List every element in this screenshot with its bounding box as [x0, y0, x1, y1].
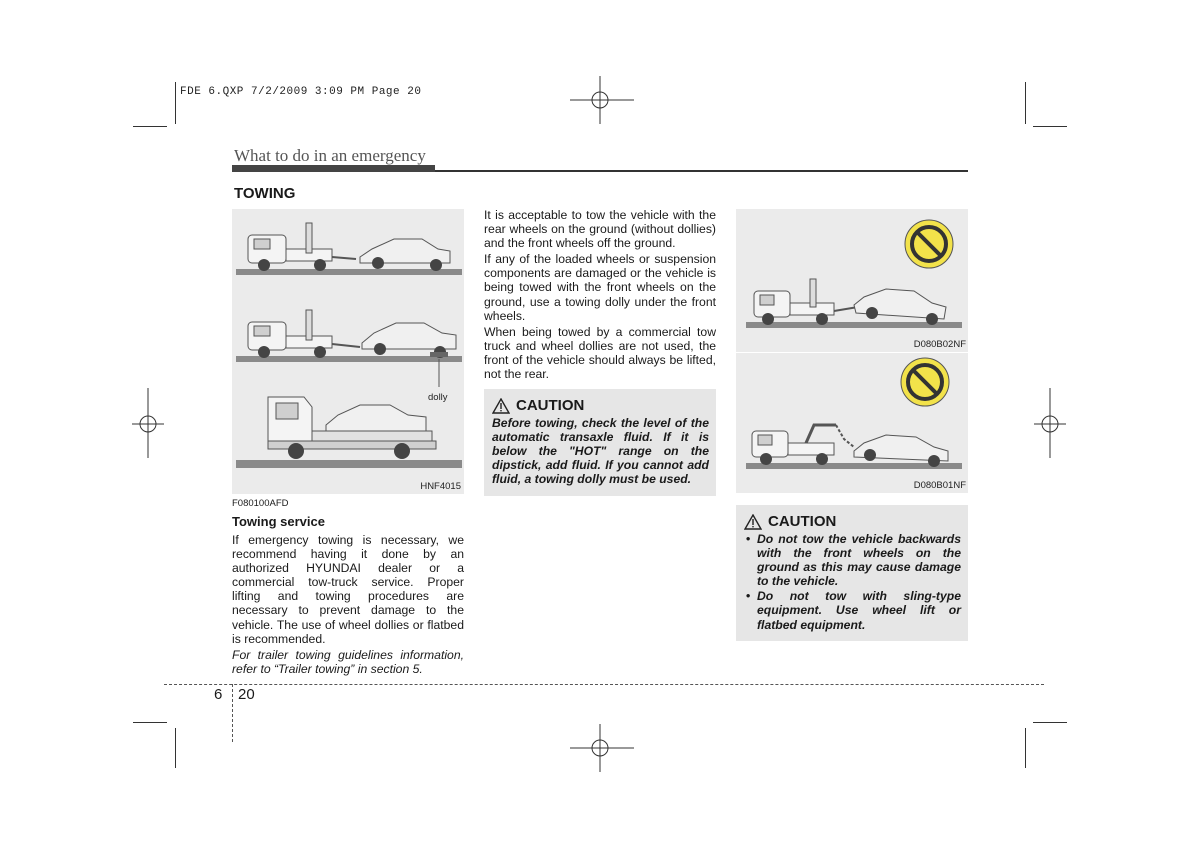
caution-title: CAUTION — [516, 397, 585, 414]
caution-list — [744, 532, 961, 632]
left-column — [232, 498, 464, 676]
dolly-label: dolly — [428, 392, 448, 403]
chapter-header: What to do in an emergency — [234, 146, 426, 165]
header-bar — [232, 165, 435, 172]
paragraph: When being towed by a commercial tow truck and wheel dollies are not used, the front of the vehicle should always be lifted, not the rear. — [484, 324, 716, 382]
page-number: 20 — [238, 686, 255, 703]
prohibited-icon — [901, 358, 949, 406]
caution-text: Before towing, check the level of the automatic transaxle fluid. If it is below the "HOT" range on the dipstick, add fluid. If you cannot add fluid, a towing dolly must be used. — [492, 416, 709, 487]
car-icon — [326, 405, 426, 431]
registration-mark-top — [570, 76, 634, 124]
trailer-towing-note: For trailer towing guidelines information, refer to “Trailer towing” in section 5. — [232, 647, 464, 676]
section-title: TOWING — [234, 185, 296, 202]
warning-triangle-icon — [744, 514, 762, 530]
towing-service-heading: Towing service — [232, 514, 325, 529]
car-icon — [362, 323, 456, 358]
tow-truck-icon — [248, 310, 360, 358]
registration-mark-bottom — [570, 724, 634, 772]
prohibited-icon — [905, 220, 953, 268]
towing-illustration-svg — [232, 209, 464, 494]
towing-service-paragraph: If emergency towing is necessary, we recommend having it done by an authorized HYUNDAI dealer or a commercial tow-truck service. Proper lifting and towing procedures are necessary to prevent damage to the vehicle. The use of wheel dollies or flatbed is recommended. — [232, 533, 464, 646]
caution-title: CAUTION — [768, 513, 837, 530]
sling-tow-svg — [736, 353, 968, 493]
crop-mark — [1025, 82, 1026, 124]
warning-triangle-icon — [492, 398, 510, 414]
prohibited-tow-figure-top — [736, 209, 968, 352]
footer-rule — [164, 684, 1044, 685]
tow-truck-icon — [248, 223, 356, 271]
caution-heading — [492, 397, 709, 414]
caution-box-transaxle — [484, 389, 716, 496]
crop-mark — [1025, 728, 1026, 768]
registration-mark-right — [1034, 388, 1066, 458]
middle-column — [484, 208, 716, 383]
print-slug: FDE 6.QXP 7/2/2009 3:09 PM Page 20 — [180, 86, 422, 98]
caution-box-towing-direction — [736, 505, 968, 641]
figure-code: D080B02NF — [913, 339, 966, 350]
reference-code: F080100AFD — [232, 498, 289, 509]
registration-mark-left — [132, 388, 164, 458]
figure-code: HNF4015 — [420, 481, 461, 492]
crop-mark — [133, 126, 167, 127]
towing-methods-illustration — [232, 209, 464, 494]
figure-code: D080B01NF — [913, 480, 966, 491]
crop-mark — [175, 82, 176, 124]
crop-mark — [133, 722, 167, 723]
crop-mark — [1033, 126, 1067, 127]
caution-item: • Do not tow the vehicle backwards with the front wheels on the ground as this may cause damage to the vehicle. — [744, 532, 961, 588]
crop-mark — [175, 728, 176, 768]
footer-divider — [232, 684, 233, 742]
paragraph: It is acceptable to tow the vehicle with the rear wheels on the ground (without dollies) and the front wheels off the ground. — [484, 208, 716, 251]
caution-heading — [744, 513, 961, 530]
crop-mark — [1033, 722, 1067, 723]
paragraph: If any of the loaded wheels or suspension components are damaged or the vehicle is being towed with the front wheels on the ground, use a towing dolly under the front wheels. — [484, 252, 716, 323]
car-icon — [360, 239, 450, 271]
prohibited-tow-figure-bottom — [736, 353, 968, 493]
prohibited-tow-svg — [736, 209, 968, 352]
chapter-number: 6 — [214, 686, 223, 703]
caution-item: • Do not tow with sling-type equipment. Use wheel lift or flatbed equipment. — [744, 589, 961, 631]
